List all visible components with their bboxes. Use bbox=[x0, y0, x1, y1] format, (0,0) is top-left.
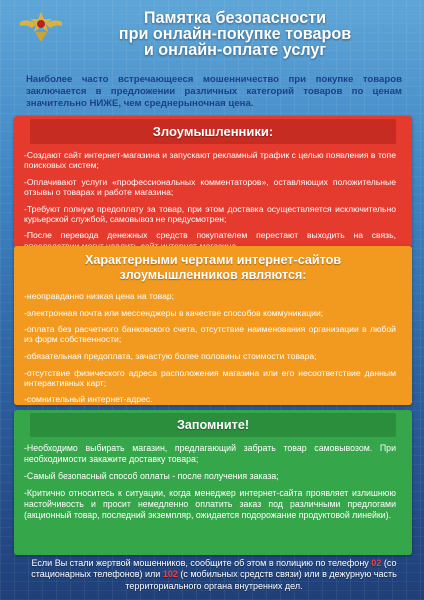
list-item: -Самый безопасный способ оплаты - после получения заказа; bbox=[24, 470, 279, 481]
footer-notice bbox=[18, 558, 410, 592]
list-item: -оплата без расчетного банковского счета, отсутствие наименования организации в любой из форм собственности; bbox=[24, 324, 396, 345]
title-line-1: Памятка безопасности bbox=[143, 9, 327, 27]
list-item: -обязательная предоплата, зачастую более половины стоимости товара; bbox=[24, 350, 317, 361]
list-item: -Необходимо выбирать магазин, предлагающий забрать товар самовывозом. При необходимости закажите доставку товара; bbox=[24, 443, 396, 464]
features-header-line-1: Характерными чертами интернет-сайтов bbox=[84, 253, 342, 267]
title-line-3: и онлайн-оплате услуг bbox=[143, 41, 327, 59]
list-item: -Критично относитесь к ситуации, когда менеджер интернет-сайта проявляет излишнюю настойчивость и просит немедленно оплатить заказ под различными предлогами (акционный товар, последний экземпляр, ожидается подорожание продуктовой линейки). bbox=[24, 487, 396, 520]
list-item: -Создают сайт интернет-магазина и запускают рекламный трафик с целью появления в топе поисковых систем; bbox=[24, 150, 396, 171]
features-header bbox=[30, 249, 396, 285]
page-title bbox=[70, 10, 400, 58]
list-item: -сомнительный интернет-адрес. bbox=[24, 394, 153, 405]
title-line-2: при онлайн-покупке товаров bbox=[118, 25, 352, 43]
footer-text-3: (с мобильных средств связи) или в дежурную часть территориального органа внутренних дел. bbox=[125, 569, 397, 591]
list-item: -Оплачивают услуги «профессиональных комментаторов», оставляющих положительные отзывы о товарах и работе магазина; bbox=[24, 176, 396, 197]
features-header-line-2: злоумышленников являются: bbox=[119, 268, 307, 282]
footer-text-2: (со стационарных телефонов) или bbox=[31, 558, 397, 580]
police-emblem-icon bbox=[18, 10, 64, 44]
list-item: -неоправданно низкая цена на товар; bbox=[24, 291, 175, 301]
fraudsters-panel bbox=[14, 116, 412, 247]
phone-number-02: 02 bbox=[371, 558, 382, 568]
intro-paragraph: Наиболее часто встречающееся мошенничество при покупке товаров заключается в предложении различных категорий товаров по ценам значительно НИЖЕ, чем среднерыночная цена. bbox=[26, 74, 402, 109]
fraudsters-header: Злоумышленники: bbox=[30, 119, 396, 144]
phone-number-102: 102 bbox=[162, 569, 178, 580]
remember-list bbox=[14, 437, 412, 521]
remember-panel bbox=[14, 410, 412, 555]
list-item: -отсутствие физического адреса расположения магазина или его несоответствие данным интерактивных карт; bbox=[24, 367, 396, 388]
list-item: -После перевода денежных средств покупателем перестают выходить на связь, bbox=[24, 230, 396, 241]
list-item: -Требуют полную предоплату за товар, при этом доставка осуществляется исключительно курьерской службой, самовывоз не предусмотрен; bbox=[24, 203, 396, 224]
list-item: -электронная почта или мессенджеры в качестве способов коммуникации; bbox=[24, 307, 324, 318]
features-panel bbox=[14, 246, 412, 405]
remember-header: Запомните! bbox=[30, 413, 396, 437]
fraudsters-list bbox=[14, 144, 412, 251]
features-list bbox=[14, 285, 412, 405]
footer-text-1: Если Вы стали жертвой мошенников, сообщите об этом в полицию по телефону bbox=[31, 558, 369, 568]
